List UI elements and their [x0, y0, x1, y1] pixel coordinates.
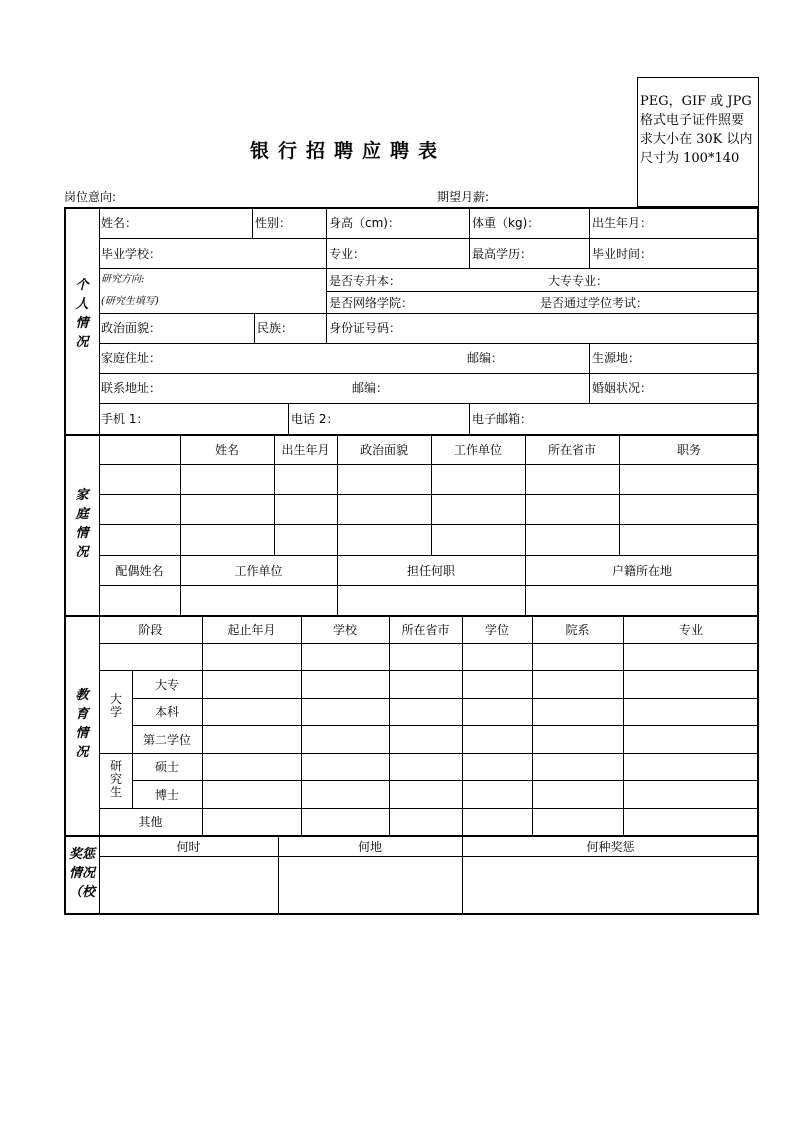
edu-header-stage: 阶段: [138, 623, 163, 637]
edu-level-second-degree: 第二学位: [142, 733, 191, 747]
row-line: [99, 268, 759, 269]
col-line: [462, 616, 463, 835]
spouse-header-hukou: 户籍所在地: [611, 564, 672, 578]
row-line: [99, 313, 759, 314]
section-label-education: 教 育 情 况: [75, 688, 89, 760]
field-school: 毕业学校：: [101, 247, 162, 261]
field-contact: 联系地址：: [101, 381, 162, 395]
edu-header-period: 起止年月: [227, 623, 276, 637]
awards-header-type: 何种奖惩: [586, 840, 635, 854]
field-zip2: 邮编：: [352, 381, 389, 395]
field-home: 家庭住址：: [101, 351, 162, 365]
field-zip1: 邮编：: [467, 351, 504, 365]
edu-header-degree: 学位: [484, 623, 509, 637]
family-header-position: 职务: [676, 443, 701, 457]
field-name: 姓名：: [101, 216, 138, 230]
col-line: [623, 616, 624, 835]
field-ethnic: 民族：: [257, 321, 294, 335]
edu-university-label: [109, 693, 123, 719]
edu-level-other: 其他: [138, 815, 163, 829]
field-college-major: 大专专业：: [548, 274, 609, 288]
post-label: 岗位意向:: [64, 190, 117, 204]
field-mobile: 手机 1：: [101, 412, 149, 426]
field-upgrade: 是否专升本：: [329, 274, 402, 288]
field-politics: 政治面貌：: [101, 321, 162, 335]
field-major: 专业：: [329, 247, 366, 261]
field-id-no: 身份证号码：: [329, 321, 402, 335]
row-line: [99, 524, 759, 525]
field-gender: 性别：: [255, 216, 292, 230]
section-line: [64, 434, 759, 436]
col-line: [254, 313, 255, 343]
awards-header-when: 何时: [176, 840, 201, 854]
col-line: [202, 616, 203, 835]
section-line: [64, 615, 759, 617]
row-line: [99, 343, 759, 344]
spouse-header-name: 配偶姓名: [115, 564, 164, 578]
spouse-header-position: 担任何职: [406, 564, 455, 578]
field-research-note: (研究生填写): [101, 296, 159, 307]
edu-level-college: 大专: [154, 678, 179, 692]
field-degree: 最高学历：: [472, 247, 533, 261]
edu-graduate-label: [109, 760, 123, 799]
section-line: [64, 835, 759, 837]
col-line: [180, 435, 181, 615]
section-label-awards: 奖惩 情况 （校: [68, 847, 95, 900]
row-line: [99, 670, 759, 671]
col-line: [326, 208, 327, 343]
field-grad-time: 毕业时间：: [592, 247, 653, 261]
edu-level-doctor: 博士: [154, 788, 179, 802]
edu-header-city: 所在省市: [401, 623, 450, 637]
row-line: [132, 780, 759, 781]
col-line: [288, 403, 289, 434]
edu-level-bachelor: 本科: [154, 705, 179, 719]
row-line: [99, 464, 759, 465]
row-line: [99, 373, 759, 374]
field-email: 电子邮箱：: [472, 412, 533, 426]
page-title: 银行招聘应聘表: [250, 140, 447, 162]
col-line: [469, 208, 470, 268]
section-label-personal: 个 人 情 况: [75, 278, 89, 350]
col-line: [252, 208, 253, 238]
col-line: [301, 616, 302, 835]
col-line: [469, 403, 470, 434]
row-line: [132, 725, 759, 726]
photo-note: PEG，GIF 或 JPG 格式电子证件照要 求大小在 30K 以内 尺寸为 100*140: [640, 94, 753, 166]
edu-university-text: 大学: [109, 692, 122, 719]
family-header-name: 姓名: [214, 443, 239, 457]
field-phone: 电话 2：: [291, 412, 339, 426]
family-header-work: 工作单位: [453, 443, 502, 457]
row-line: [99, 555, 759, 556]
edu-level-master: 硕士: [154, 760, 179, 774]
family-header-politics: 政治面貌: [359, 443, 408, 457]
field-weight: 体重（kg)：: [472, 216, 540, 230]
row-line: [99, 403, 759, 404]
col-line: [589, 343, 590, 403]
salary-label: 期望月薪:: [437, 190, 490, 204]
edu-header-major: 专业: [678, 623, 703, 637]
field-origin: 生源地：: [592, 351, 641, 365]
row-line: [99, 808, 759, 809]
field-birth: 出生年月：: [592, 216, 653, 230]
row-line: [132, 698, 759, 699]
field-online: 是否网络学院：: [329, 296, 414, 310]
col-line: [525, 435, 526, 615]
edu-header-school: 学校: [332, 623, 357, 637]
family-header-birth: 出生年月: [281, 443, 330, 457]
field-height: 身高（cm)：: [329, 216, 400, 230]
photo-placeholder: [637, 77, 759, 207]
awards-header-where: 何地: [357, 840, 382, 854]
row-line: [326, 291, 759, 292]
col-line: [389, 616, 390, 835]
row-line: [99, 856, 759, 857]
col-line: [337, 435, 338, 615]
row-line: [99, 753, 759, 754]
row-line: [99, 238, 759, 239]
spouse-header-work: 工作单位: [234, 564, 283, 578]
edu-graduate-text: 研究生: [109, 759, 122, 799]
section-label-family: 家 庭 情 况: [75, 488, 89, 560]
col-line: [532, 616, 533, 835]
family-header-city: 所在省市: [547, 443, 596, 457]
row-line: [99, 494, 759, 495]
row-line: [99, 643, 759, 644]
col-line: [589, 208, 590, 268]
edu-header-dept: 院系: [565, 623, 590, 637]
field-research: 研究方向:: [101, 274, 145, 285]
field-marital: 婚姻状况：: [592, 381, 653, 395]
row-line: [99, 585, 759, 586]
field-degree-exam: 是否通过学位考试：: [540, 296, 649, 310]
